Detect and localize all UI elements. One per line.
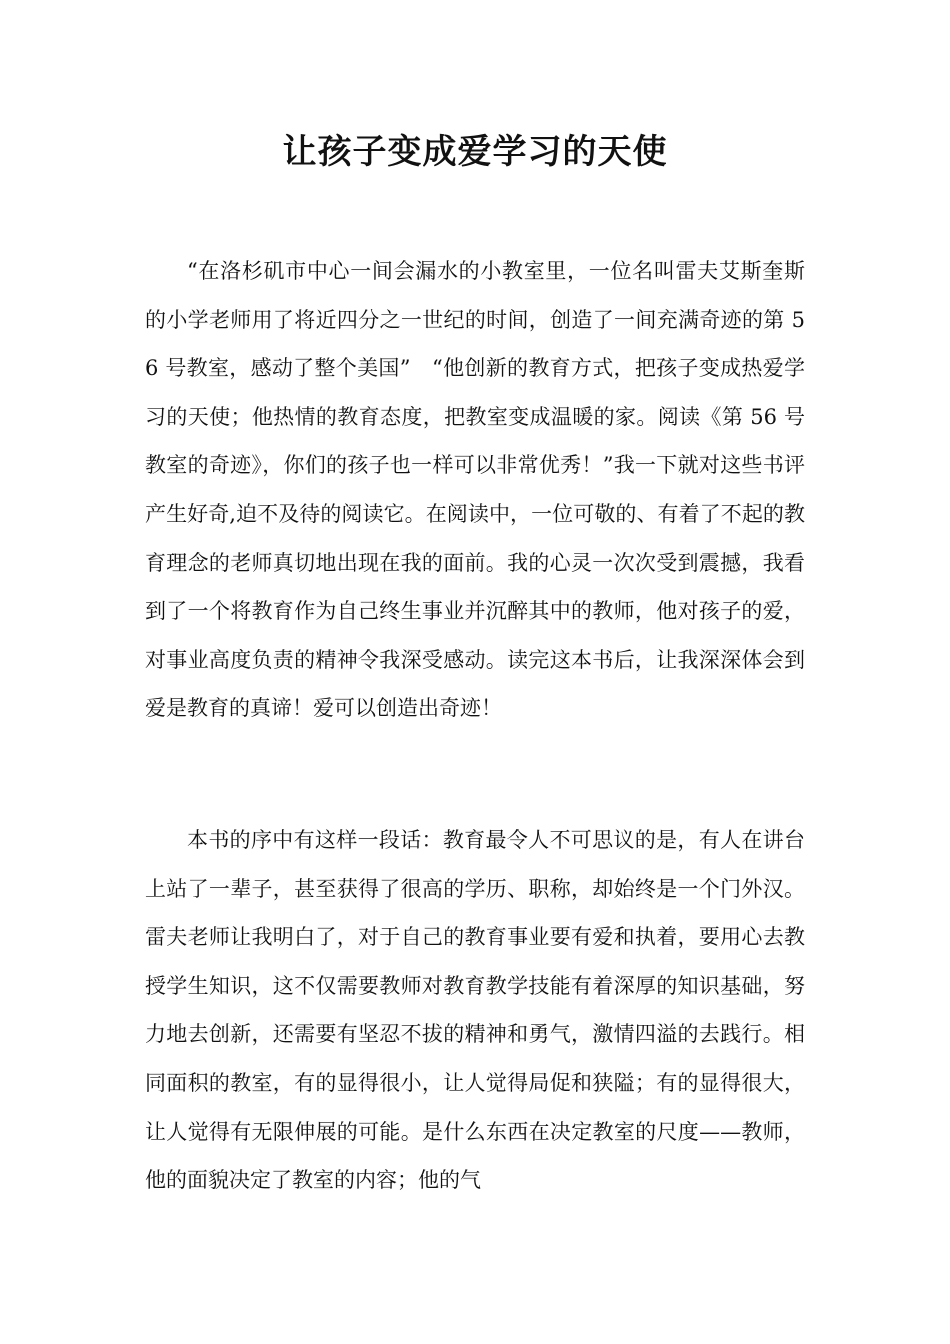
body-paragraph-1: “在洛杉矶市中心一间会漏水的小教室里，一位名叫雷夫艾斯奎斯的小学老师用了将近四分之一世纪的时间，创造了一间充满奇迹的第 56 号教室，感动了整个美国” “他创新的教育方式，把孩子变成热爱学习的天使；他热情的教育态度，把教室变成温暖的家。阅读《第 56 号教室的奇迹》，你们的孩子也一样可以非常优秀！”我一下就对这些书评产生好奇,迫不及待的阅读它。在阅读中，一位可敬的、有着了不起的教育理念的老师真切地出现在我的面前。我的心灵一次次受到震撼，我看到了一个将教育作为自己终生事业并沉醉其中的教师，他对孩子的爱，对事业高度负责的精神令我深受感动。读完这本书后，让我深深体会到爱是教育的真谛！爱可以创造出奇迹！	[145, 259, 805, 721]
body-paragraph-2: 本书的序中有这样一段话：教育最令人不可思议的是，有人在讲台上站了一辈子，甚至获得了很高的学历、职称，却始终是一个门外汉。雷夫老师让我明白了，对于自己的教育事业要有爱和执着，要用心去教授学生知识，这不仅需要教师对教育教学技能有着深厚的知识基础，努力地去创新，还需要有坚忍不拔的精神和勇气，激情四溢的去践行。相同面积的教室，有的显得很小，让人觉得局促和狭隘；有的显得很大，让人觉得有无限伸展的可能。是什么东西在决定教室的尺度——教师，他的面貌决定了教室的内容；他的气	[145, 828, 805, 1193]
document-title: 让孩子变成爱学习的天使	[282, 132, 668, 172]
